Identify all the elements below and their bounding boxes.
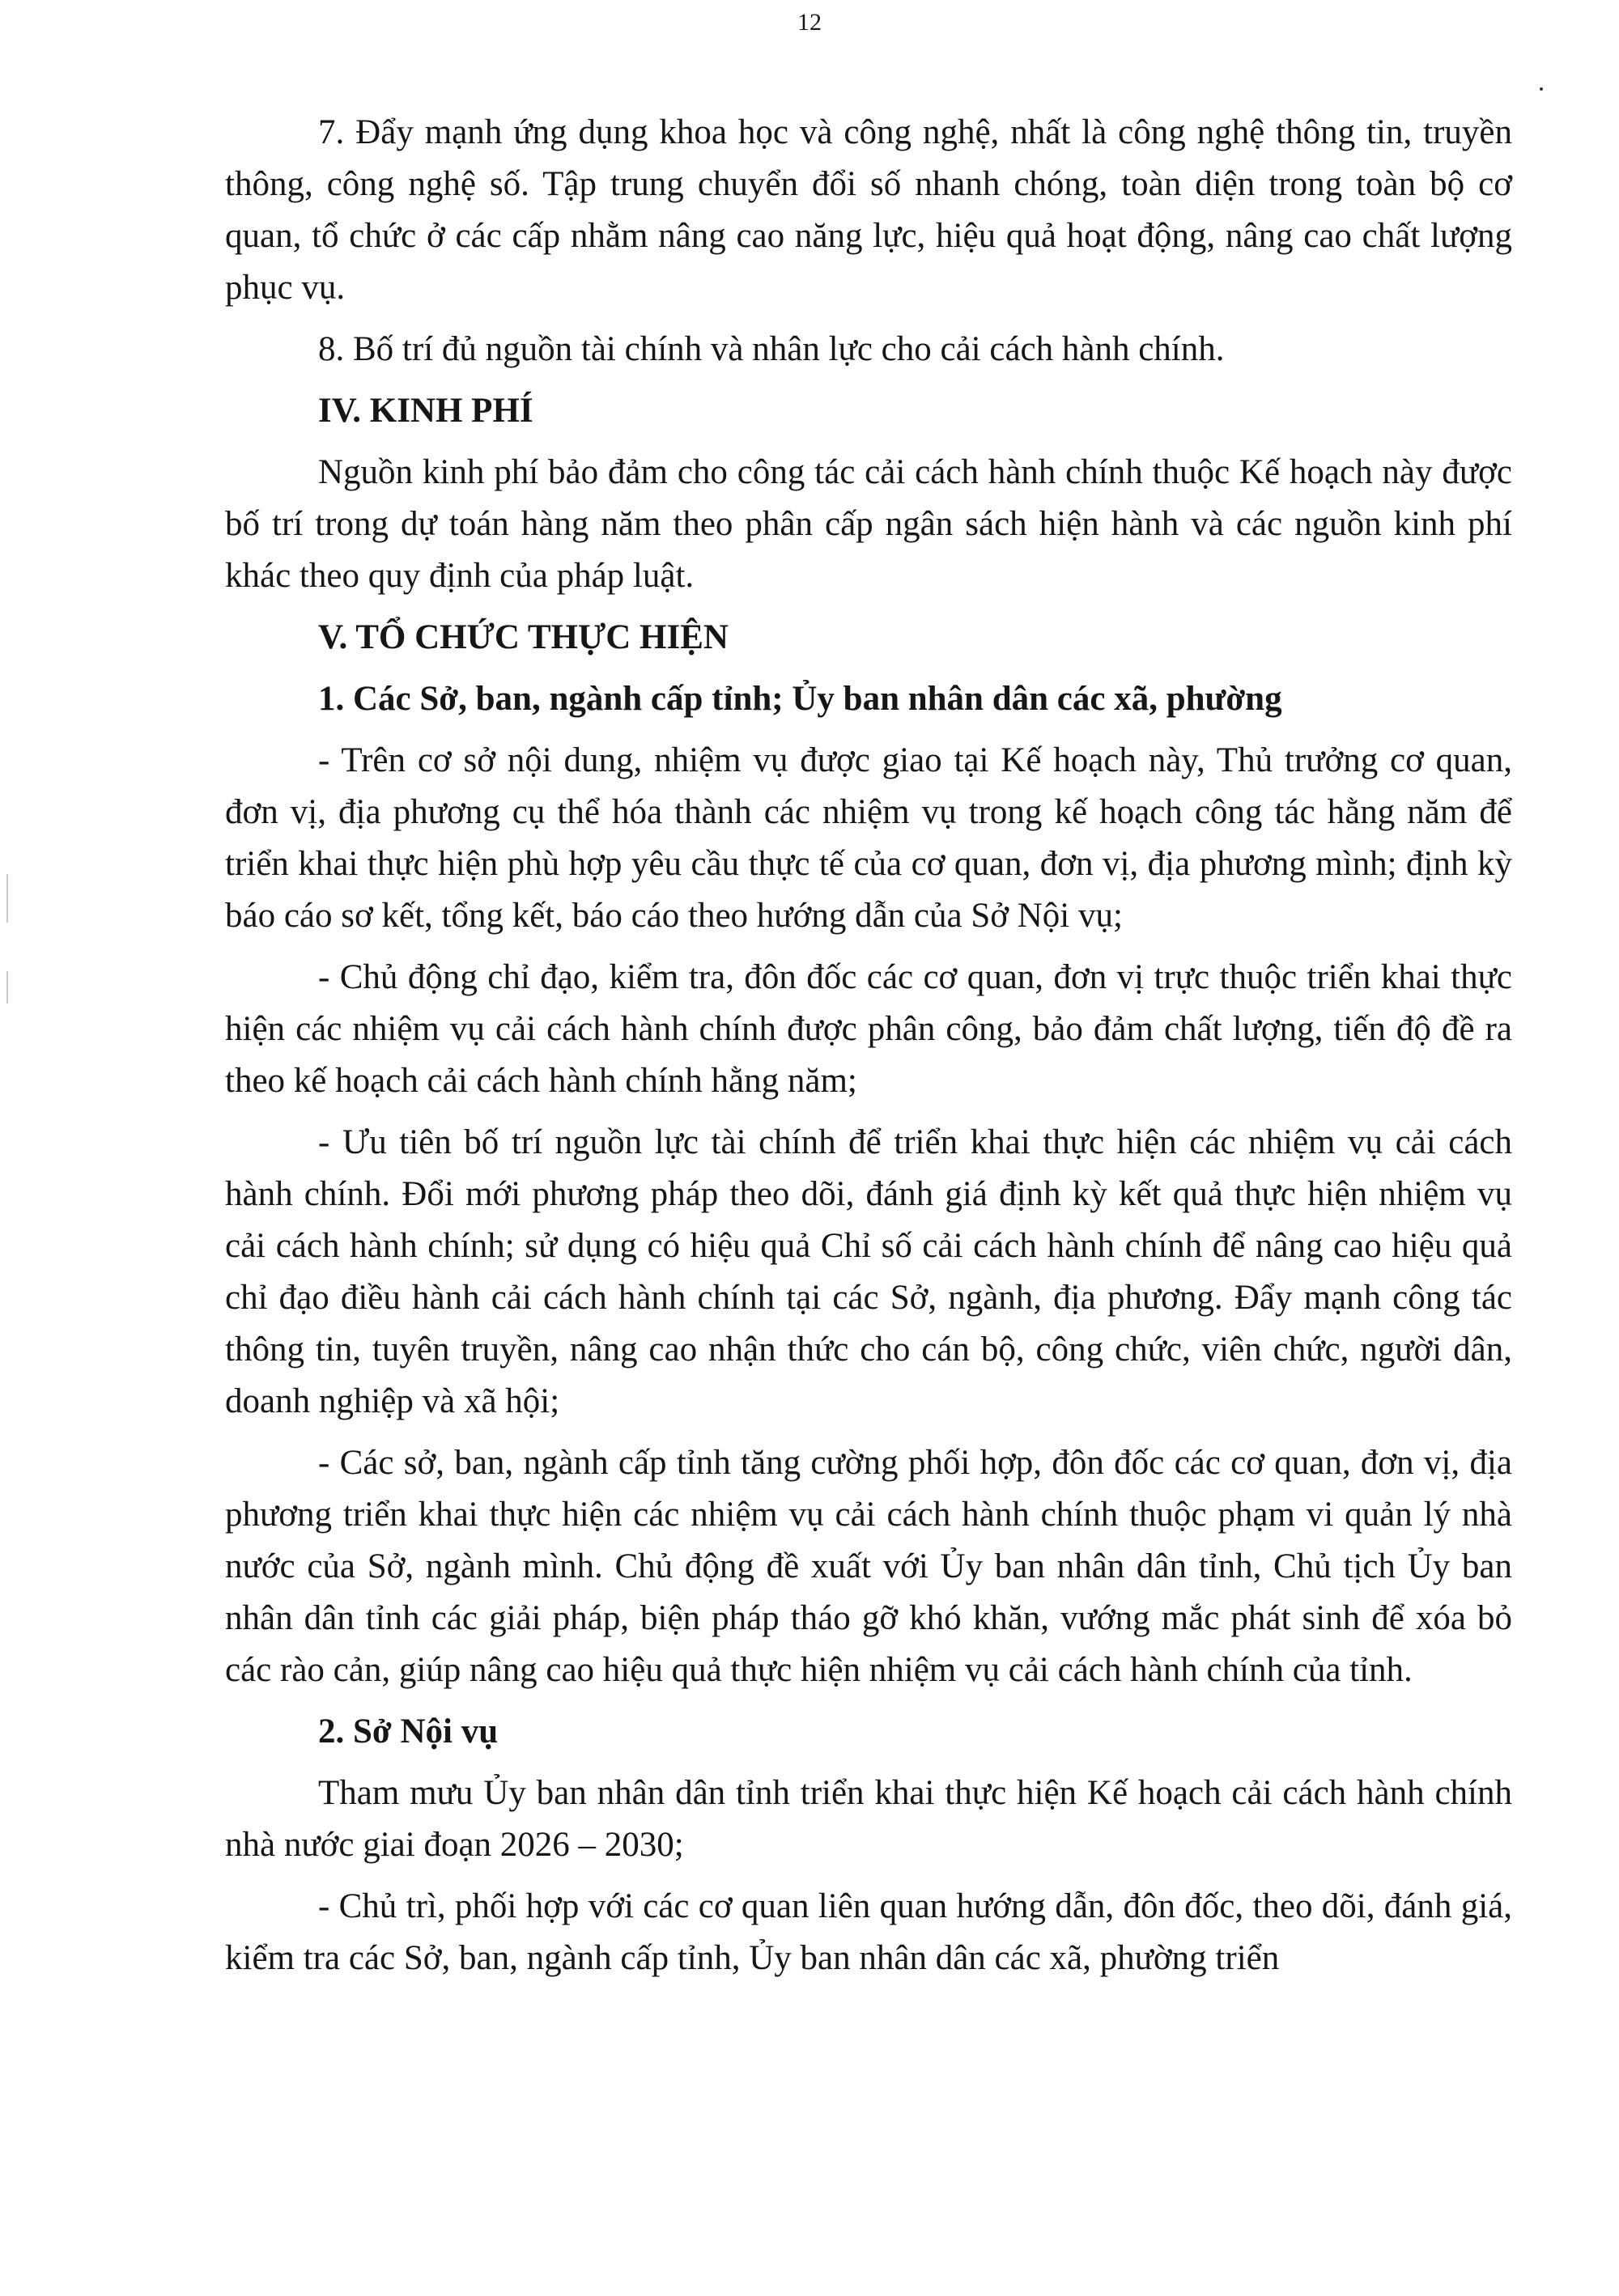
paragraph-item-7: 7. Đẩy mạnh ứng dụng khoa học và công nghệ, nhất là công nghệ thông tin, truyền thông, công nghệ số. Tập trung chuyển đổi số nhanh chóng, toàn diện trong toàn bộ cơ quan, tổ chức ở các cấp nhằm nâng cao năng lực, hiệu quả hoạt động, nâng cao chất lượng phục vụ. [225,113,1512,307]
document-body [225,107,1512,1994]
paragraph-advisory: Tham mưu Ủy ban nhân dân tỉnh triển khai thực hiện Kế hoạch cải cách hành chính nhà nước giai đoạn 2026 – 2030; [225,1774,1512,1864]
paragraph-bullet: - Ưu tiên bố trí nguồn lực tài chính để triển khai thực hiện các nhiệm vụ cải cách hành chính. Đổi mới phương pháp theo dõi, đánh giá định kỳ kết quả thực hiện nhiệm vụ cải cách hành chính; sử dụng có hiệu quả Chỉ số cải cách hành chính để nâng cao hiệu quả chỉ đạo điều hành cải cách hành chính tại các Sở, ngành, địa phương. Đẩy mạnh công tác thông tin, tuyên truyền, nâng cao nhận thức cho cán bộ, công chức, viên chức, người dân, doanh nghiệp và xã hội; [225,1123,1512,1420]
page-number: 12 [797,9,822,36]
paragraph-bullet: - Chủ trì, phối hợp với các cơ quan liên quan hướng dẫn, đôn đốc, theo dõi, đánh giá, kiểm tra các Sở, ban, ngành cấp tỉnh, Ủy ban nhân dân các xã, phường triển [225,1887,1512,1977]
paragraph-item-8: 8. Bố trí đủ nguồn tài chính và nhân lực cho cải cách hành chính. [318,330,1225,368]
scan-edge-mark [6,971,8,1004]
scan-dot-mark [1540,87,1543,91]
subheading-departments: 1. Các Sở, ban, ngành cấp tỉnh; Ủy ban nhân dân các xã, phường [318,680,1282,718]
paragraph-funding: Nguồn kinh phí bảo đảm cho công tác cải cách hành chính thuộc Kế hoạch này được bố trí trong dự toán hàng năm theo phân cấp ngân sách hiện hành và các nguồn kinh phí khác theo quy định của pháp luật. [225,453,1512,595]
paragraph-bullet: - Các sở, ban, ngành cấp tỉnh tăng cường phối hợp, đôn đốc các cơ quan, đơn vị, địa phương triển khai thực hiện các nhiệm vụ cải cách hành chính thuộc phạm vi quản lý nhà nước của Sở, ngành mình. Chủ động đề xuất với Ủy ban nhân dân tỉnh, Chủ tịch Ủy ban nhân dân tỉnh các giải pháp, biện pháp tháo gỡ khó khăn, vướng mắc phát sinh để xóa bỏ các rào cản, giúp nâng cao hiệu quả thực hiện nhiệm vụ cải cách hành chính của tỉnh. [225,1444,1512,1689]
scan-edge-mark [6,874,8,923]
section-heading-to-chuc-thuc-hien: V. TỔ CHỨC THỰC HIỆN [318,618,729,656]
paragraph-bullet: - Chủ động chỉ đạo, kiểm tra, đôn đốc các cơ quan, đơn vị trực thuộc triển khai thực hiện các nhiệm vụ cải cách hành chính được phân công, bảo đảm chất lượng, tiến độ đề ra theo kế hoạch cải cách hành chính hằng năm; [225,958,1512,1100]
subheading-so-noi-vu: 2. Sở Nội vụ [318,1712,499,1751]
paragraph-bullet: - Trên cơ sở nội dung, nhiệm vụ được giao tại Kế hoạch này, Thủ trưởng cơ quan, đơn vị, địa phương cụ thể hóa thành các nhiệm vụ trong kế hoạch công tác hằng năm để triển khai thực hiện phù hợp yêu cầu thực tế của cơ quan, đơn vị, địa phương mình; định kỳ báo cáo sơ kết, tổng kết, báo cáo theo hướng dẫn của Sở Nội vụ; [225,741,1512,935]
section-heading-kinh-phi: IV. KINH PHÍ [318,392,533,430]
